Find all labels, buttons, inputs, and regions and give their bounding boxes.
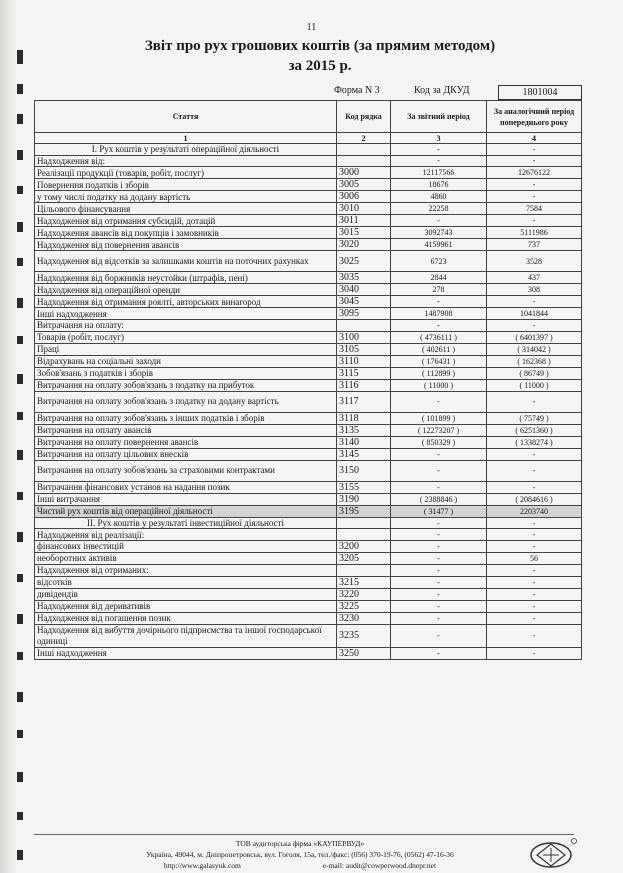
cell-previous: ( 75749 ) [487, 412, 582, 424]
cell-current: 2844 [391, 272, 487, 284]
cell-code: 3150 [337, 460, 391, 481]
footer-email[interactable]: e-mail: audit@cowperwood.dnepr.net [322, 861, 437, 870]
cell-name: Надходження від отримання роялті, авторських винагород [35, 296, 337, 308]
cell-previous: - [487, 215, 582, 227]
cell-current: - [391, 647, 487, 659]
cell-code: 3117 [337, 391, 391, 412]
cell-code: 3110 [337, 355, 391, 367]
cell-code [337, 144, 391, 156]
cell-code: 3105 [337, 343, 391, 355]
cell-code: 3005 [337, 179, 391, 191]
cell-current: - [391, 588, 487, 600]
cell-name: у тому числі податку на додану вартість [35, 191, 337, 203]
table-row [35, 343, 582, 355]
column-number-3: 3 [391, 133, 487, 144]
footer-website[interactable]: http://www.galasyuk.com [163, 861, 241, 870]
cell-previous: - [487, 179, 582, 191]
cell-previous: - [487, 448, 582, 460]
table-row [35, 517, 582, 529]
cell-previous: 737 [487, 239, 582, 251]
cell-code: 3230 [337, 612, 391, 624]
cell-name: необоротних активів [35, 552, 337, 564]
cell-code [337, 155, 391, 167]
cell-code: 3115 [337, 367, 391, 379]
table-row [35, 179, 582, 191]
cell-code: 3040 [337, 284, 391, 296]
cell-current: - [391, 460, 487, 481]
header-current: За звітний період [391, 101, 487, 133]
cell-previous: 56 [487, 552, 582, 564]
cell-name: Зобов'язань з податків і зборів [35, 367, 337, 379]
table-row [35, 296, 582, 308]
cell-code: 3006 [337, 191, 391, 203]
cell-previous: ( 162368 ) [487, 355, 582, 367]
cell-current: - [391, 517, 487, 529]
cell-code: 3020 [337, 239, 391, 251]
cell-previous: - [487, 647, 582, 659]
cell-code: 3195 [337, 505, 391, 517]
binding-mark [17, 150, 23, 160]
cell-previous: 3528 [487, 251, 582, 272]
table-row [35, 540, 582, 552]
cell-current: 18676 [391, 179, 487, 191]
report-title-line1: Звіт про рух грошових коштів (за прямим методом) [144, 38, 496, 54]
cell-code: 3015 [337, 227, 391, 239]
binding-mark [17, 222, 23, 232]
cell-code: 3010 [337, 203, 391, 215]
binding-mark [17, 298, 23, 308]
table-row [35, 320, 582, 332]
cell-previous: - [487, 564, 582, 576]
cell-previous: - [487, 320, 582, 332]
cell-previous: - [487, 576, 582, 588]
cell-previous: - [487, 191, 582, 203]
cell-name: Витрачання на оплату повернення авансів [35, 436, 337, 448]
table-row [35, 412, 582, 424]
cell-name: Надходження від операційної оренди [35, 284, 337, 296]
table-body [35, 144, 582, 660]
cell-current: ( 112899 ) [391, 367, 487, 379]
table-row [35, 155, 582, 167]
cell-current: 1487908 [391, 308, 487, 320]
cell-previous: ( 2084616 ) [487, 493, 582, 505]
cell-code: 3140 [337, 436, 391, 448]
page-number: 11 [306, 22, 317, 33]
table-row [35, 239, 582, 251]
table-row [35, 493, 582, 505]
dkud-code-box: 1801004 [498, 85, 582, 100]
cell-current: ( 402611 ) [391, 343, 487, 355]
cell-name: Витрачання на оплату авансів [35, 424, 337, 436]
cell-code: 3225 [337, 600, 391, 612]
table-row [35, 284, 582, 296]
cell-previous: 2203740 [487, 505, 582, 517]
binding-mark [17, 336, 23, 344]
cell-code: 3118 [337, 412, 391, 424]
cell-previous: - [487, 155, 582, 167]
cell-name: Надходження від реалізації: [35, 529, 337, 541]
cell-previous: ( 6251360 ) [487, 424, 582, 436]
table-row [35, 144, 582, 156]
report-title-line2: за 2015 р. [288, 58, 352, 74]
cell-previous: - [487, 296, 582, 308]
cell-code [337, 517, 391, 529]
cell-name: Цільового фінансування [35, 203, 337, 215]
column-number-2: 2 [337, 133, 391, 144]
cell-code: 3220 [337, 588, 391, 600]
cell-name: Чистий рух коштів від операційної діяльності [35, 505, 337, 517]
table-row [35, 612, 582, 624]
cell-name: Витрачання на оплату зобов'язань з інших податків і зборів [35, 412, 337, 424]
cell-name: фінансових інвестицій [35, 540, 337, 552]
company-logo-icon [527, 836, 579, 870]
cell-previous: 437 [487, 272, 582, 284]
cell-name: Витрачання на оплату зобов'язань з податку на додану вартість [35, 391, 337, 412]
cell-current: ( 31477 ) [391, 505, 487, 517]
cell-previous: 7584 [487, 203, 582, 215]
binding-mark [17, 652, 23, 660]
cell-code: 3095 [337, 308, 391, 320]
cell-current: - [391, 144, 487, 156]
binding-mark [17, 772, 23, 782]
binding-mark [17, 374, 23, 384]
header-code: Код рядка [337, 101, 391, 133]
cell-name: Товарів (робіт, послуг) [35, 331, 337, 343]
cell-code: 3116 [337, 379, 391, 391]
column-number-4: 4 [487, 133, 582, 144]
cell-current: 4860 [391, 191, 487, 203]
cell-code: 3215 [337, 576, 391, 588]
cell-current: ( 101899 ) [391, 412, 487, 424]
cell-name: Надходження авансів від покупців і замовників [35, 227, 337, 239]
table-row [35, 308, 582, 320]
table-row [35, 481, 582, 493]
table-row [35, 647, 582, 659]
cell-name: Надходження від: [35, 155, 337, 167]
cell-current: - [391, 624, 487, 647]
table-row [35, 424, 582, 436]
table-row [35, 167, 582, 179]
binding-mark [17, 574, 23, 582]
cell-code: 3045 [337, 296, 391, 308]
cell-current: - [391, 155, 487, 167]
footer-divider [34, 834, 574, 835]
cell-name: Інші надходження [35, 647, 337, 659]
cell-previous: ( 11000 ) [487, 379, 582, 391]
binding-mark [17, 812, 23, 820]
cell-previous: - [487, 391, 582, 412]
cell-previous: ( 86749 ) [487, 367, 582, 379]
cell-current: - [391, 612, 487, 624]
cell-code: 3145 [337, 448, 391, 460]
cell-code: 3000 [337, 167, 391, 179]
cell-current: 3092743 [391, 227, 487, 239]
cell-previous: - [487, 624, 582, 647]
table-header-row [35, 101, 582, 133]
cell-current: - [391, 564, 487, 576]
cell-code [337, 529, 391, 541]
binding-mark [17, 532, 23, 542]
cell-name: Надходження від деривативів [35, 600, 337, 612]
binding-mark [17, 492, 23, 500]
cell-current: 4159961 [391, 239, 487, 251]
binding-mark [17, 730, 23, 738]
footer-address: Україна, 49044, м. Дніпропетровськ, вул. Гоголя, 15а, тел./факс: (056) 370-19-76, (0562) 47-16-36 [146, 850, 454, 859]
table-row [35, 367, 582, 379]
cell-code: 3025 [337, 251, 391, 272]
cell-code: 3035 [337, 272, 391, 284]
cell-current: - [391, 448, 487, 460]
table-row [35, 391, 582, 412]
cell-current: ( 12273207 ) [391, 424, 487, 436]
cell-previous: - [487, 460, 582, 481]
cell-current: - [391, 552, 487, 564]
cell-name: Надходження від погашення позик [35, 612, 337, 624]
table-row [35, 529, 582, 541]
cell-current: - [391, 215, 487, 227]
table-row [35, 355, 582, 367]
cell-name: Витрачання на оплату зобов'язань з податку на прибуток [35, 379, 337, 391]
footer-company: ТОВ аудиторська фірма «КАУПЕРВУД» [235, 839, 365, 848]
header-name: Стаття [35, 101, 337, 133]
form-label: Форма N 3 [334, 85, 380, 96]
binding-mark [17, 114, 23, 124]
cell-code: 3250 [337, 647, 391, 659]
cell-code: 3205 [337, 552, 391, 564]
cell-code: 3135 [337, 424, 391, 436]
table-row [35, 203, 582, 215]
cell-code: 3011 [337, 215, 391, 227]
cell-code [337, 564, 391, 576]
footer [90, 838, 510, 871]
cell-name: Інші витрачання [35, 493, 337, 505]
table-row [35, 436, 582, 448]
table-row [35, 505, 582, 517]
cell-previous: - [487, 481, 582, 493]
cell-name: Витрачання на оплату цільових внесків [35, 448, 337, 460]
cell-name: Реалізації продукції (товарів, робіт, послуг) [35, 167, 337, 179]
cell-code [337, 320, 391, 332]
cell-current: ( 176431 ) [391, 355, 487, 367]
cell-previous: - [487, 600, 582, 612]
table-row [35, 460, 582, 481]
cell-current: - [391, 576, 487, 588]
table-row [35, 588, 582, 600]
table-row [35, 331, 582, 343]
cell-current: - [391, 391, 487, 412]
cell-name: Витрачання на оплату зобов'язань за страховими контрактами [35, 460, 337, 481]
cell-previous: 5111986 [487, 227, 582, 239]
cell-name: Повернення податків і зборів [35, 179, 337, 191]
cell-name: Інші надходження [35, 308, 337, 320]
cell-code: 3235 [337, 624, 391, 647]
cell-current: ( 4736111 ) [391, 331, 487, 343]
cell-name: Надходження від вибуття дочірнього підприємства та іншої господарської одиниці [35, 624, 337, 647]
cell-current: ( 11000 ) [391, 379, 487, 391]
cell-previous: - [487, 529, 582, 541]
cell-name: Витрачання фінансових установ на надання позик [35, 481, 337, 493]
scan-edge [0, 0, 16, 873]
table-row [35, 448, 582, 460]
binding-mark [17, 614, 23, 624]
cell-current: 12117566 [391, 167, 487, 179]
binding-mark [17, 692, 23, 702]
cell-name: Надходження від отримання субсидій, дотацій [35, 215, 337, 227]
cell-name: Витрачання на оплату: [35, 320, 337, 332]
binding-mark [17, 412, 23, 420]
cell-name: відсотків [35, 576, 337, 588]
cell-previous: ( 1338274 ) [487, 436, 582, 448]
cell-name: дивідендів [35, 588, 337, 600]
cell-code: 3190 [337, 493, 391, 505]
cell-code: 3100 [337, 331, 391, 343]
column-number-row [35, 133, 582, 144]
cell-current: - [391, 296, 487, 308]
cell-name: Надходження від відсотків за залишками коштів на поточних рахунках [35, 251, 337, 272]
table-row [35, 251, 582, 272]
cell-previous: - [487, 540, 582, 552]
table-row [35, 215, 582, 227]
column-number-1: 1 [35, 133, 337, 144]
table-row [35, 227, 582, 239]
cell-current: - [391, 481, 487, 493]
cell-previous: ( 314042 ) [487, 343, 582, 355]
cell-previous: - [487, 612, 582, 624]
cell-name: Надходження від боржників неустойки (штрафів, пені) [35, 272, 337, 284]
cell-current: ( 850329 ) [391, 436, 487, 448]
cell-previous: - [487, 588, 582, 600]
cell-current: - [391, 540, 487, 552]
cell-previous: - [487, 517, 582, 529]
table-row [35, 624, 582, 647]
cell-name: I. Рух коштів у результаті операційної діяльності [35, 144, 337, 156]
cell-name: Відрахувань на соціальні заходи [35, 355, 337, 367]
binding-mark [17, 84, 23, 94]
cell-current: - [391, 600, 487, 612]
cell-name: Надходження від отриманих: [35, 564, 337, 576]
cell-name: Надходження від повернення авансів [35, 239, 337, 251]
table-row [35, 600, 582, 612]
cell-current: 278 [391, 284, 487, 296]
cell-previous: 1041844 [487, 308, 582, 320]
table-row [35, 552, 582, 564]
table-row [35, 272, 582, 284]
cell-current: 22258 [391, 203, 487, 215]
cell-previous: - [487, 144, 582, 156]
cell-current: ( 2388846 ) [391, 493, 487, 505]
cell-previous: 308 [487, 284, 582, 296]
binding-mark [17, 850, 23, 860]
table-row [35, 564, 582, 576]
cash-flow-table [34, 100, 582, 660]
cell-current: 6723 [391, 251, 487, 272]
cell-name: II. Рух коштів у результаті інвестиційної діяльності [35, 517, 337, 529]
cell-previous: 12676122 [487, 167, 582, 179]
cell-name: Праці [35, 343, 337, 355]
table-row [35, 191, 582, 203]
dkud-label: Код за ДКУД [414, 85, 470, 96]
cell-current: - [391, 320, 487, 332]
binding-mark [17, 258, 23, 266]
table-row [35, 576, 582, 588]
binding-mark [17, 450, 23, 460]
header-previous: За аналогічний період попереднього року [487, 101, 582, 133]
cell-previous: ( 6401397 ) [487, 331, 582, 343]
report-title [0, 36, 623, 76]
table-row [35, 379, 582, 391]
binding-mark [17, 186, 23, 194]
cell-code: 3155 [337, 481, 391, 493]
cell-current: - [391, 529, 487, 541]
cell-code: 3200 [337, 540, 391, 552]
